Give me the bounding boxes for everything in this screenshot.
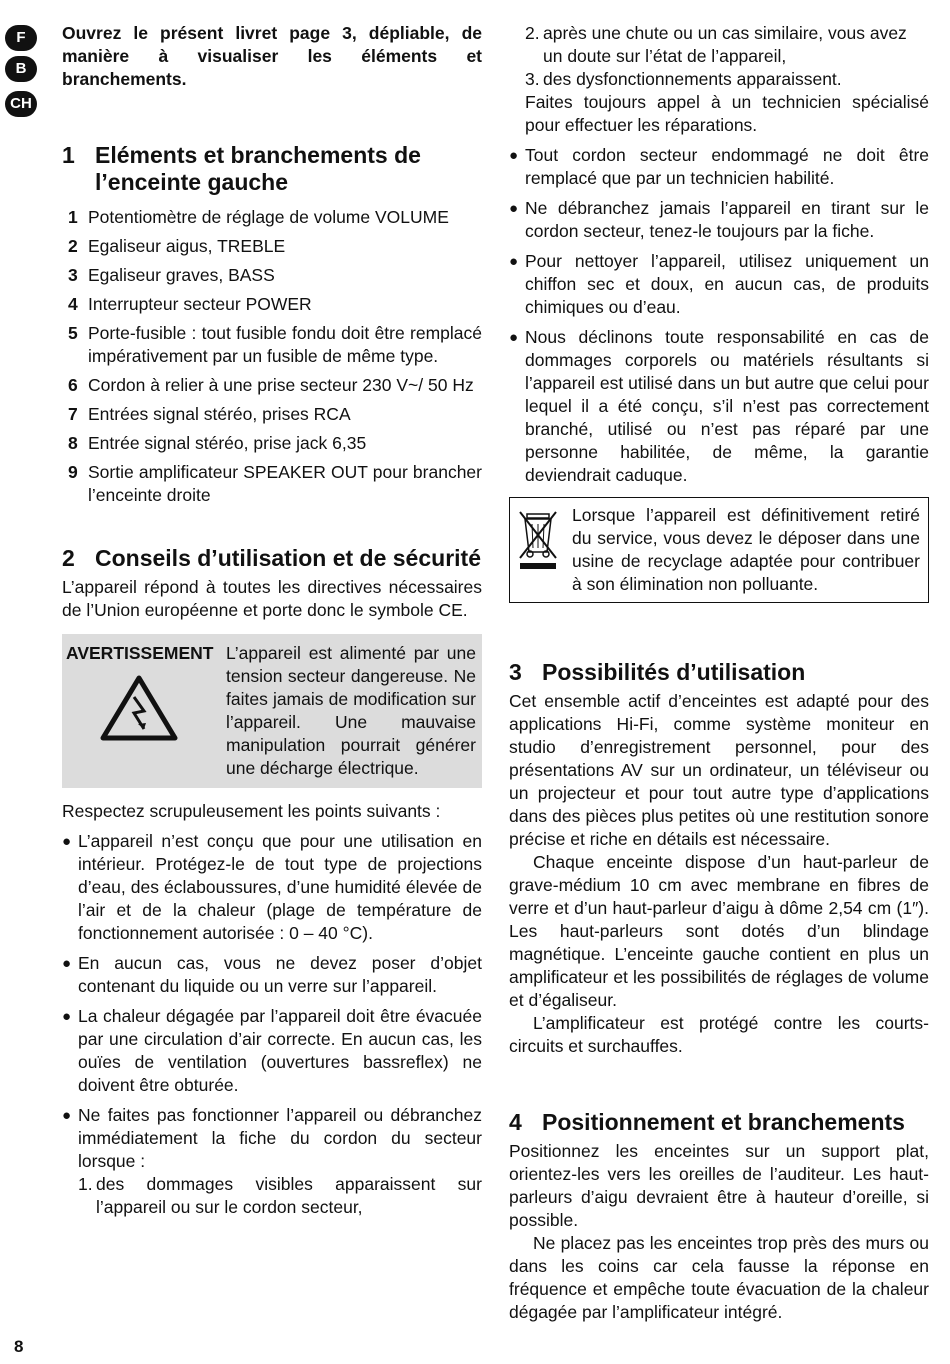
bullet-item: ● La chaleur dégagée par l’appareil doit être évacuée par une circulation d’air correcte. En aucun cas, les ouïes de ventilation (ouvertures bassreflex) ne doivent être obturée. (62, 1006, 482, 1095)
warning-box (62, 634, 482, 788)
intro-text: Ouvrez le présent livret page 3, dépliable, de manière à visualiser les éléments et branchements. (62, 23, 482, 89)
section-2-heading (62, 545, 482, 572)
bullet-item: ● Ne débranchez jamais l’appareil en tirant sur le cordon secteur, tenez-le toujours par la fiche. (509, 198, 929, 241)
bullet-continuation (509, 22, 929, 137)
paragraph: Positionnez les enceintes sur un support plat, orientez-les vers les oreilles de l’auditeur. Les haut-parleurs d’aigu devraient être à hauteur d’oreille, si possible. (509, 1141, 929, 1230)
weee-bin-icon (516, 504, 572, 596)
bullet-item: ● Ne faites pas fonctionner l’appareil ou débranchez immédiatement la fiche du cordon du secteur lorsque : 1. des dommages visibles apparaissent sur l’appareil ou sur le cordon secteur, (62, 1105, 482, 1217)
section-title: Eléments et branchements de l’enceinte gauche (95, 142, 421, 195)
high-voltage-icon (66, 665, 226, 747)
elements-list (62, 206, 482, 507)
right-column (509, 22, 929, 1324)
warning-text: L’appareil est alimenté par une tension secteur dangereuse. Ne faites jamais de modification sur l’appareil. Une mauvaise manipulation pourrait générer une décharge électrique. (226, 643, 476, 778)
list-item: 1 Potentiomètre de réglage de volume VOLUME (68, 207, 449, 227)
list-item: 3 Egaliseur graves, BASS (68, 265, 275, 285)
bullet-item: ● L’appareil n’est conçu que pour une utilisation en intérieur. Protégez-le de tout type de projections d’eau, des éclaboussures, d’une humidité élevée de l’air et de la chaleur (plage de température de fonctionnement autorisée : 0 – 40 °C). (62, 831, 482, 943)
section-number: 1 (62, 142, 75, 168)
list-item: 9 Sortie amplificateur SPEAKER OUT pour brancher l’enceinte droite (68, 462, 482, 505)
bullet-item: ● Nous déclinons toute responsabilité en cas de dommages corporels ou matériels résultants si l’appareil est utilisé dans un but autre que celui pour lequel il a été conçu, s’il n’est pas correctement branché, utilisé ou n’est pas réparé par une personne habilitée, de même, la garantie deviendrait caduque. (509, 327, 929, 485)
section-title: Positionnement et branchements (542, 1109, 905, 1135)
bullet-item: ● Pour nettoyer l’appareil, utilisez uniquement un chiffon sec et doux, en aucun cas, de produits chimiques ou d’eau. (509, 251, 929, 317)
section-1-heading (62, 142, 482, 196)
list-item: 4 Interrupteur secteur POWER (68, 294, 312, 314)
list-item: 7 Entrées signal stéréo, prises RCA (68, 404, 351, 424)
section-number: 2 (62, 545, 75, 571)
bullet-item: ● En aucun cas, vous ne devez poser d’objet contenant du liquide ou un verre sur l’appareil. (62, 953, 482, 996)
paragraph: L’amplificateur est protégé contre les courts-circuits et surchauffes. (509, 1013, 929, 1056)
section-title: Conseils d’utilisation et de sécurité (95, 545, 481, 571)
sub-item: 1. des dommages visibles apparaissent sur l’appareil ou sur le cordon secteur, (78, 1174, 482, 1217)
sub-item: 3. des dysfonctionnements apparaissent. (525, 69, 842, 89)
section-4-heading (509, 1109, 929, 1136)
section-number: 3 (509, 659, 522, 685)
recycling-text: Lorsque l’appareil est définitivement retiré du service, vous devez le déposer dans une usine de recyclage adaptée pour contribuer à son élimination non polluante. (572, 505, 920, 594)
paragraph: Chaque enceinte dispose d’un haut-parleur de grave-médium 10 cm avec membrane en fibres de verre et d’un haut-parleur d’aigu à dôme 2,54 cm (1″). Les haut-parleurs sont dotés d’un blindage magnétique. L’enceinte gauche contient en plus un amplificateur et les possibilités de réglages de volume et d’égaliseur. (509, 852, 929, 1010)
ce-paragraph: L’appareil répond à toutes les directives nécessaires de l’Union européenne et porte donc le symbole CE. (62, 577, 482, 620)
list-item: 5 Porte-fusible : tout fusible fondu doit être remplacé impérativement par un fusible de même type. (68, 323, 482, 366)
sub-item: 2. après une chute ou un cas similaire, vous avez un doute sur l’état de l’appareil, (525, 23, 907, 66)
list-item: 6 Cordon à relier à une prise secteur 230 V~/ 50 Hz (68, 375, 474, 395)
page-number: 8 (14, 1337, 24, 1356)
recycling-box (509, 497, 929, 603)
list-item: 8 Entrée signal stéréo, prise jack 6,35 (68, 433, 367, 453)
left-column (62, 22, 482, 1219)
instructions-intro: Respectez scrupuleusement les points suivants : (62, 801, 441, 821)
section-title: Possibilités d’utilisation (542, 659, 806, 685)
bullet-item: ● Tout cordon secteur endommagé ne doit être remplacé que par un technicien habilité. (509, 145, 929, 188)
lang-badge-ch: CH (5, 91, 37, 117)
lang-badge-f: F (5, 25, 37, 51)
list-item: 2 Egaliseur aigus, TREBLE (68, 236, 286, 256)
paragraph: Ne placez pas les enceintes trop près des murs ou dans les coins car cela fausse la réponse en fréquence et empêche toute évacuation de la chaleur dégagée par l’amplificateur intégré. (509, 1233, 929, 1322)
warning-label: AVERTISSEMENT (66, 643, 214, 663)
lang-badge-b: B (5, 56, 37, 82)
paragraph: Cet ensemble actif d’enceintes est adapté pour des applications Hi-Fi, comme système moniteur en studio d’enregistrement personnel, pour des présentations AV sur un ordinateur, un téléviseur ou un projecteur et pour tout autre type d’applications dans des pièces plus petites où une restitution sonore précise et riche en détails est nécessaire. (509, 691, 929, 849)
repair-note: Faites toujours appel à un technicien spécialisé pour effectuer les réparations. (525, 92, 929, 135)
section-3-heading (509, 659, 929, 686)
section-number: 4 (509, 1109, 522, 1135)
